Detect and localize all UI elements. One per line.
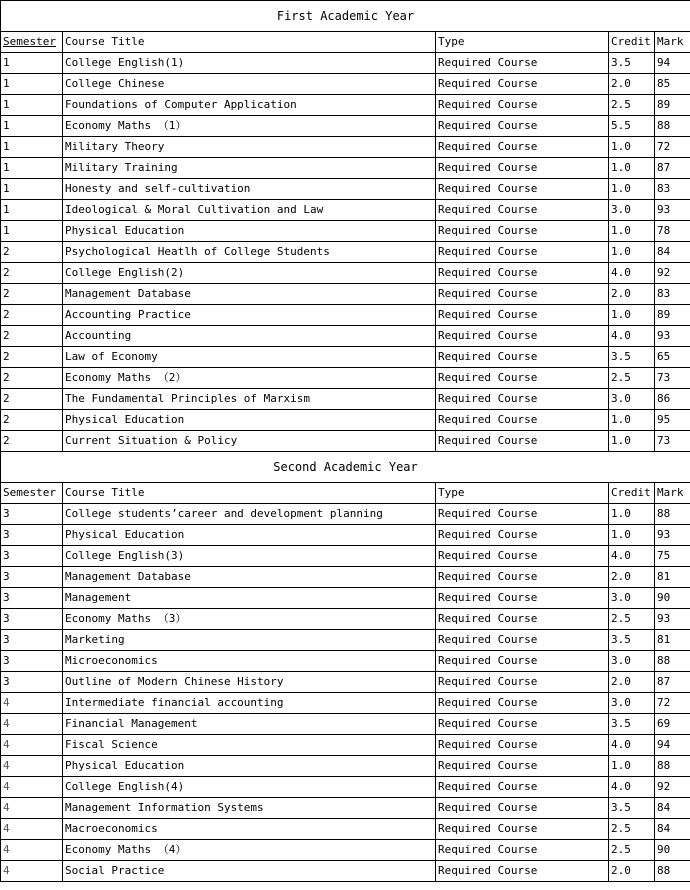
column-header-row (1, 32, 690, 53)
type-cell: Required Course (436, 630, 609, 651)
credit-cell: 1.0 (609, 305, 655, 326)
course-title-cell: Current Situation & Policy (63, 431, 436, 452)
column-header-type: Type (436, 32, 609, 53)
course-title-cell: Law of Economy (63, 347, 436, 368)
column-header-mark: Mark (655, 483, 690, 504)
table-row (1, 609, 690, 630)
credit-cell: 3.0 (609, 651, 655, 672)
credit-cell: 1.0 (609, 410, 655, 431)
semester-cell: 1 (1, 179, 63, 200)
course-title-cell: College English(2) (63, 263, 436, 284)
credit-cell: 2.5 (609, 609, 655, 630)
course-title-cell: Physical Education (63, 525, 436, 546)
mark-cell: 92 (655, 777, 690, 798)
type-cell: Required Course (436, 504, 609, 525)
table-row (1, 95, 690, 116)
academic-year-title: First Academic Year (1, 1, 690, 32)
mark-cell: 95 (655, 410, 690, 431)
type-cell: Required Course (436, 116, 609, 137)
column-header-credit: Credit (609, 483, 655, 504)
type-cell: Required Course (436, 347, 609, 368)
semester-cell: 4 (1, 861, 63, 882)
semester-cell: 2 (1, 410, 63, 431)
column-header-semester: Semester (1, 32, 63, 53)
credit-cell: 3.0 (609, 588, 655, 609)
table-row (1, 242, 690, 263)
course-title-cell: Outline of Modern Chinese History (63, 672, 436, 693)
course-title-cell: Economy Maths （2） (63, 368, 436, 389)
credit-cell: 4.0 (609, 777, 655, 798)
credit-cell: 4.0 (609, 326, 655, 347)
semester-cell: 4 (1, 693, 63, 714)
column-header-semester: Semester (1, 483, 63, 504)
semester-cell: 4 (1, 798, 63, 819)
course-title-cell: College English(1) (63, 53, 436, 74)
mark-cell: 73 (655, 431, 690, 452)
academic-year-title: Second Academic Year (1, 452, 690, 483)
type-cell: Required Course (436, 714, 609, 735)
table-row (1, 546, 690, 567)
mark-cell: 83 (655, 284, 690, 305)
semester-cell: 3 (1, 567, 63, 588)
type-cell: Required Course (436, 546, 609, 567)
course-title-cell: Foundations of Computer Application (63, 95, 436, 116)
course-title-cell: Physical Education (63, 756, 436, 777)
credit-cell: 1.0 (609, 504, 655, 525)
credit-cell: 1.0 (609, 179, 655, 200)
table-row (1, 777, 690, 798)
mark-cell: 90 (655, 588, 690, 609)
type-cell: Required Course (436, 95, 609, 116)
mark-cell: 88 (655, 504, 690, 525)
table-row (1, 158, 690, 179)
mark-cell: 83 (655, 179, 690, 200)
type-cell: Required Course (436, 651, 609, 672)
semester-cell: 3 (1, 609, 63, 630)
credit-cell: 4.0 (609, 735, 655, 756)
course-title-cell: Management (63, 588, 436, 609)
semester-cell: 1 (1, 95, 63, 116)
table-row (1, 714, 690, 735)
credit-cell: 2.0 (609, 74, 655, 95)
course-title-cell: Accounting (63, 326, 436, 347)
type-cell: Required Course (436, 861, 609, 882)
credit-cell: 4.0 (609, 546, 655, 567)
semester-cell: 3 (1, 672, 63, 693)
type-cell: Required Course (436, 284, 609, 305)
semester-cell: 3 (1, 630, 63, 651)
type-cell: Required Course (436, 672, 609, 693)
semester-cell: 1 (1, 137, 63, 158)
type-cell: Required Course (436, 137, 609, 158)
semester-cell: 3 (1, 504, 63, 525)
mark-cell: 87 (655, 672, 690, 693)
type-cell: Required Course (436, 179, 609, 200)
table-row (1, 53, 690, 74)
table-row (1, 651, 690, 672)
course-title-cell: Economy Maths （3） (63, 609, 436, 630)
table-row (1, 735, 690, 756)
credit-cell: 2.5 (609, 95, 655, 116)
mark-cell: 93 (655, 525, 690, 546)
type-cell: Required Course (436, 777, 609, 798)
credit-cell: 3.5 (609, 347, 655, 368)
transcript-body (1, 1, 690, 882)
type-cell: Required Course (436, 200, 609, 221)
credit-cell: 3.0 (609, 389, 655, 410)
semester-cell: 1 (1, 200, 63, 221)
type-cell: Required Course (436, 326, 609, 347)
course-title-cell: Physical Education (63, 410, 436, 431)
course-title-cell: Fiscal Science (63, 735, 436, 756)
type-cell: Required Course (436, 221, 609, 242)
table-row (1, 410, 690, 431)
mark-cell: 87 (655, 158, 690, 179)
type-cell: Required Course (436, 74, 609, 95)
course-title-cell: Management Information Systems (63, 798, 436, 819)
credit-cell: 2.5 (609, 840, 655, 861)
mark-cell: 75 (655, 546, 690, 567)
mark-cell: 73 (655, 368, 690, 389)
course-title-cell: College English(4) (63, 777, 436, 798)
semester-cell: 2 (1, 284, 63, 305)
type-cell: Required Course (436, 305, 609, 326)
mark-cell: 69 (655, 714, 690, 735)
table-row (1, 116, 690, 137)
credit-cell: 2.5 (609, 819, 655, 840)
mark-cell: 94 (655, 735, 690, 756)
table-row (1, 284, 690, 305)
mark-cell: 72 (655, 693, 690, 714)
table-row (1, 368, 690, 389)
type-cell: Required Course (436, 431, 609, 452)
course-title-cell: Military Training (63, 158, 436, 179)
table-row (1, 840, 690, 861)
credit-cell: 1.0 (609, 242, 655, 263)
table-row (1, 672, 690, 693)
type-cell: Required Course (436, 525, 609, 546)
semester-cell: 3 (1, 651, 63, 672)
course-title-cell: Marketing (63, 630, 436, 651)
course-title-cell: Financial Management (63, 714, 436, 735)
semester-cell: 2 (1, 347, 63, 368)
semester-cell: 2 (1, 389, 63, 410)
type-cell: Required Course (436, 242, 609, 263)
mark-cell: 90 (655, 840, 690, 861)
semester-cell: 2 (1, 368, 63, 389)
column-header-type: Type (436, 483, 609, 504)
table-row (1, 588, 690, 609)
table-row (1, 504, 690, 525)
course-title-cell: Management Database (63, 567, 436, 588)
semester-cell: 4 (1, 777, 63, 798)
semester-cell: 4 (1, 756, 63, 777)
type-cell: Required Course (436, 263, 609, 284)
mark-cell: 78 (655, 221, 690, 242)
semester-cell: 2 (1, 326, 63, 347)
column-header-row (1, 483, 690, 504)
course-title-cell: Psychological Heatlh of College Students (63, 242, 436, 263)
credit-cell: 1.0 (609, 158, 655, 179)
credit-cell: 2.0 (609, 284, 655, 305)
academic-year-title-row (1, 1, 690, 32)
type-cell: Required Course (436, 158, 609, 179)
type-cell: Required Course (436, 735, 609, 756)
table-row (1, 263, 690, 284)
table-row (1, 431, 690, 452)
semester-cell: 1 (1, 74, 63, 95)
semester-cell: 2 (1, 242, 63, 263)
column-header-mark: Mark (655, 32, 690, 53)
table-row (1, 630, 690, 651)
mark-cell: 84 (655, 242, 690, 263)
mark-cell: 81 (655, 567, 690, 588)
table-row (1, 305, 690, 326)
mark-cell: 93 (655, 326, 690, 347)
table-row (1, 798, 690, 819)
credit-cell: 2.5 (609, 368, 655, 389)
course-title-cell: The Fundamental Principles of Marxism (63, 389, 436, 410)
mark-cell: 88 (655, 116, 690, 137)
table-row (1, 756, 690, 777)
type-cell: Required Course (436, 368, 609, 389)
table-row (1, 525, 690, 546)
credit-cell: 2.0 (609, 861, 655, 882)
mark-cell: 88 (655, 861, 690, 882)
type-cell: Required Course (436, 389, 609, 410)
type-cell: Required Course (436, 798, 609, 819)
credit-cell: 3.0 (609, 693, 655, 714)
table-row (1, 693, 690, 714)
mark-cell: 88 (655, 651, 690, 672)
course-title-cell: College English(3) (63, 546, 436, 567)
column-header-course-title: Course Title (63, 32, 436, 53)
mark-cell: 93 (655, 200, 690, 221)
table-row (1, 326, 690, 347)
course-title-cell: Management Database (63, 284, 436, 305)
semester-cell: 2 (1, 431, 63, 452)
mark-cell: 81 (655, 630, 690, 651)
type-cell: Required Course (436, 756, 609, 777)
semester-cell: 4 (1, 714, 63, 735)
type-cell: Required Course (436, 840, 609, 861)
course-title-cell: Military Theory (63, 137, 436, 158)
mark-cell: 89 (655, 95, 690, 116)
table-row (1, 819, 690, 840)
table-row (1, 137, 690, 158)
course-title-cell: Intermediate financial accounting (63, 693, 436, 714)
course-title-cell: College Chinese (63, 74, 436, 95)
course-title-cell: Economy Maths （1） (63, 116, 436, 137)
semester-cell: 3 (1, 546, 63, 567)
semester-cell: 2 (1, 263, 63, 284)
credit-cell: 1.0 (609, 756, 655, 777)
type-cell: Required Course (436, 567, 609, 588)
semester-cell: 3 (1, 588, 63, 609)
type-cell: Required Course (436, 588, 609, 609)
type-cell: Required Course (436, 53, 609, 74)
credit-cell: 2.0 (609, 672, 655, 693)
credit-cell: 1.0 (609, 525, 655, 546)
table-row (1, 861, 690, 882)
course-title-cell: Honesty and self-cultivation (63, 179, 436, 200)
table-row (1, 347, 690, 368)
credit-cell: 5.5 (609, 116, 655, 137)
semester-cell: 3 (1, 525, 63, 546)
table-row (1, 567, 690, 588)
credit-cell: 1.0 (609, 431, 655, 452)
mark-cell: 92 (655, 263, 690, 284)
mark-cell: 84 (655, 798, 690, 819)
credit-cell: 3.5 (609, 798, 655, 819)
table-row (1, 200, 690, 221)
semester-cell: 4 (1, 735, 63, 756)
academic-year-title-row (1, 452, 690, 483)
mark-cell: 88 (655, 756, 690, 777)
type-cell: Required Course (436, 609, 609, 630)
mark-cell: 89 (655, 305, 690, 326)
course-title-cell: Physical Education (63, 221, 436, 242)
table-row (1, 74, 690, 95)
credit-cell: 1.0 (609, 137, 655, 158)
column-header-credit: Credit (609, 32, 655, 53)
credit-cell: 3.5 (609, 714, 655, 735)
mark-cell: 65 (655, 347, 690, 368)
mark-cell: 72 (655, 137, 690, 158)
type-cell: Required Course (436, 819, 609, 840)
semester-cell: 4 (1, 840, 63, 861)
credit-cell: 1.0 (609, 221, 655, 242)
table-row (1, 389, 690, 410)
semester-cell: 1 (1, 158, 63, 179)
semester-cell: 1 (1, 221, 63, 242)
credit-cell: 3.0 (609, 200, 655, 221)
type-cell: Required Course (436, 693, 609, 714)
mark-cell: 94 (655, 53, 690, 74)
table-row (1, 179, 690, 200)
course-title-cell: Macroeconomics (63, 819, 436, 840)
mark-cell: 86 (655, 389, 690, 410)
course-title-cell: Economy Maths （4） (63, 840, 436, 861)
semester-cell: 4 (1, 819, 63, 840)
course-title-cell: Accounting Practice (63, 305, 436, 326)
credit-cell: 2.0 (609, 567, 655, 588)
mark-cell: 85 (655, 74, 690, 95)
course-title-cell: Ideological & Moral Cultivation and Law (63, 200, 436, 221)
semester-cell: 1 (1, 116, 63, 137)
mark-cell: 93 (655, 609, 690, 630)
type-cell: Required Course (436, 410, 609, 431)
column-header-course-title: Course Title (63, 483, 436, 504)
course-title-cell: Social Practice (63, 861, 436, 882)
table-row (1, 221, 690, 242)
credit-cell: 3.5 (609, 630, 655, 651)
semester-cell: 2 (1, 305, 63, 326)
course-title-cell: College students’career and development planning (63, 504, 436, 525)
course-title-cell: Microeconomics (63, 651, 436, 672)
credit-cell: 4.0 (609, 263, 655, 284)
mark-cell: 84 (655, 819, 690, 840)
semester-cell: 1 (1, 53, 63, 74)
credit-cell: 3.5 (609, 53, 655, 74)
